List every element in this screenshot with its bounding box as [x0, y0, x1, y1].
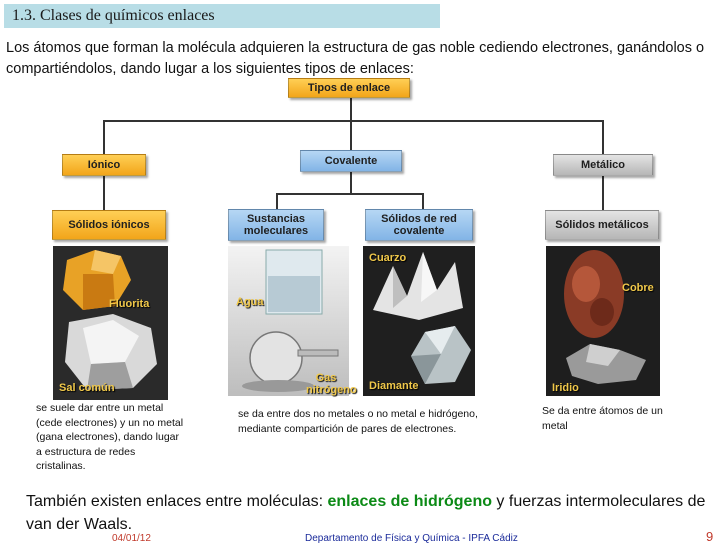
- footer-department: Departamento de Física y Química - IPFA Cádiz: [305, 533, 518, 544]
- iridium-label: Iridio: [552, 382, 579, 394]
- connector-ionic-drop: [103, 120, 105, 154]
- metallic-box: Metálico: [553, 154, 653, 176]
- connector-ionic-lower: [103, 176, 105, 210]
- hydrogen-bonds-highlight: enlaces de hidrógeno: [327, 493, 492, 510]
- network-solids-box: Sólidos de red covalente: [365, 209, 473, 241]
- page-number: 9: [706, 529, 714, 544]
- metallic-description: Se da entre átomos de un metal: [542, 405, 663, 432]
- connector-covalent-lower: [350, 172, 352, 194]
- connector-top-horizontal: [103, 120, 604, 122]
- covalent-box: Covalente: [300, 150, 402, 172]
- covalent-description: se da entre dos no metales o no metal e hidrógeno, mediante compartición de pares de electrones.: [238, 408, 478, 435]
- copper-iridium-image: [546, 246, 660, 396]
- connector-covalent-drop: [350, 120, 352, 150]
- ionic-box: Iónico: [62, 154, 146, 176]
- connector-metallic-drop: [602, 120, 604, 154]
- footer-date: 04/01/12: [112, 533, 151, 544]
- quartz-label: Cuarzo: [369, 252, 407, 264]
- intro-text: Los átomos que forman la molécula adquieren la estructura de gas noble cediendo electrones, ganándolos o compartiéndolos, dando lugar a los siguientes tipos de enlaces:: [6, 40, 705, 77]
- copper-label: Cobre: [622, 282, 654, 294]
- molecular-photo-panel: [228, 246, 357, 396]
- nitrogen-label: Gas nitrógeno: [306, 372, 357, 396]
- fluorite-crystal-image: [53, 246, 168, 400]
- water-label: Agua: [236, 296, 264, 308]
- metallic-photo-panel: [546, 246, 660, 396]
- quartz-diamond-image: [363, 246, 475, 396]
- bottom-note-before: También existen enlaces entre moléculas:: [26, 493, 328, 510]
- fluorite-label: Fluorita: [109, 298, 150, 310]
- diamond-label: Diamante: [369, 380, 419, 392]
- root-box: Tipos de enlace: [288, 78, 410, 98]
- connector-covalent-horizontal: [276, 193, 424, 195]
- connector-root-down: [350, 98, 352, 120]
- connector-molecular-drop: [276, 193, 278, 209]
- ionic-photo-panel: [53, 246, 168, 400]
- bottom-note: [26, 490, 716, 536]
- network-photo-panel: [363, 246, 475, 396]
- connector-network-drop: [422, 193, 424, 209]
- salt-label: Sal común: [59, 382, 115, 394]
- slide-title: 1.3. Clases de químicos enlaces: [4, 4, 440, 28]
- bottom-note-after: y fuerzas intermoleculares de van der Waals.: [26, 493, 706, 533]
- metallic-solids-box: Sólidos metálicos: [545, 210, 659, 240]
- molecular-substances-box: Sustancias moleculares: [228, 209, 324, 241]
- ionic-solids-box: Sólidos iónicos: [52, 210, 166, 240]
- connector-metallic-lower: [602, 176, 604, 210]
- ionic-description: se suele dar entre un metal (cede electrones) y un no metal (gana electrones), dando lugar a estructura de redes cristalinas.: [36, 402, 184, 472]
